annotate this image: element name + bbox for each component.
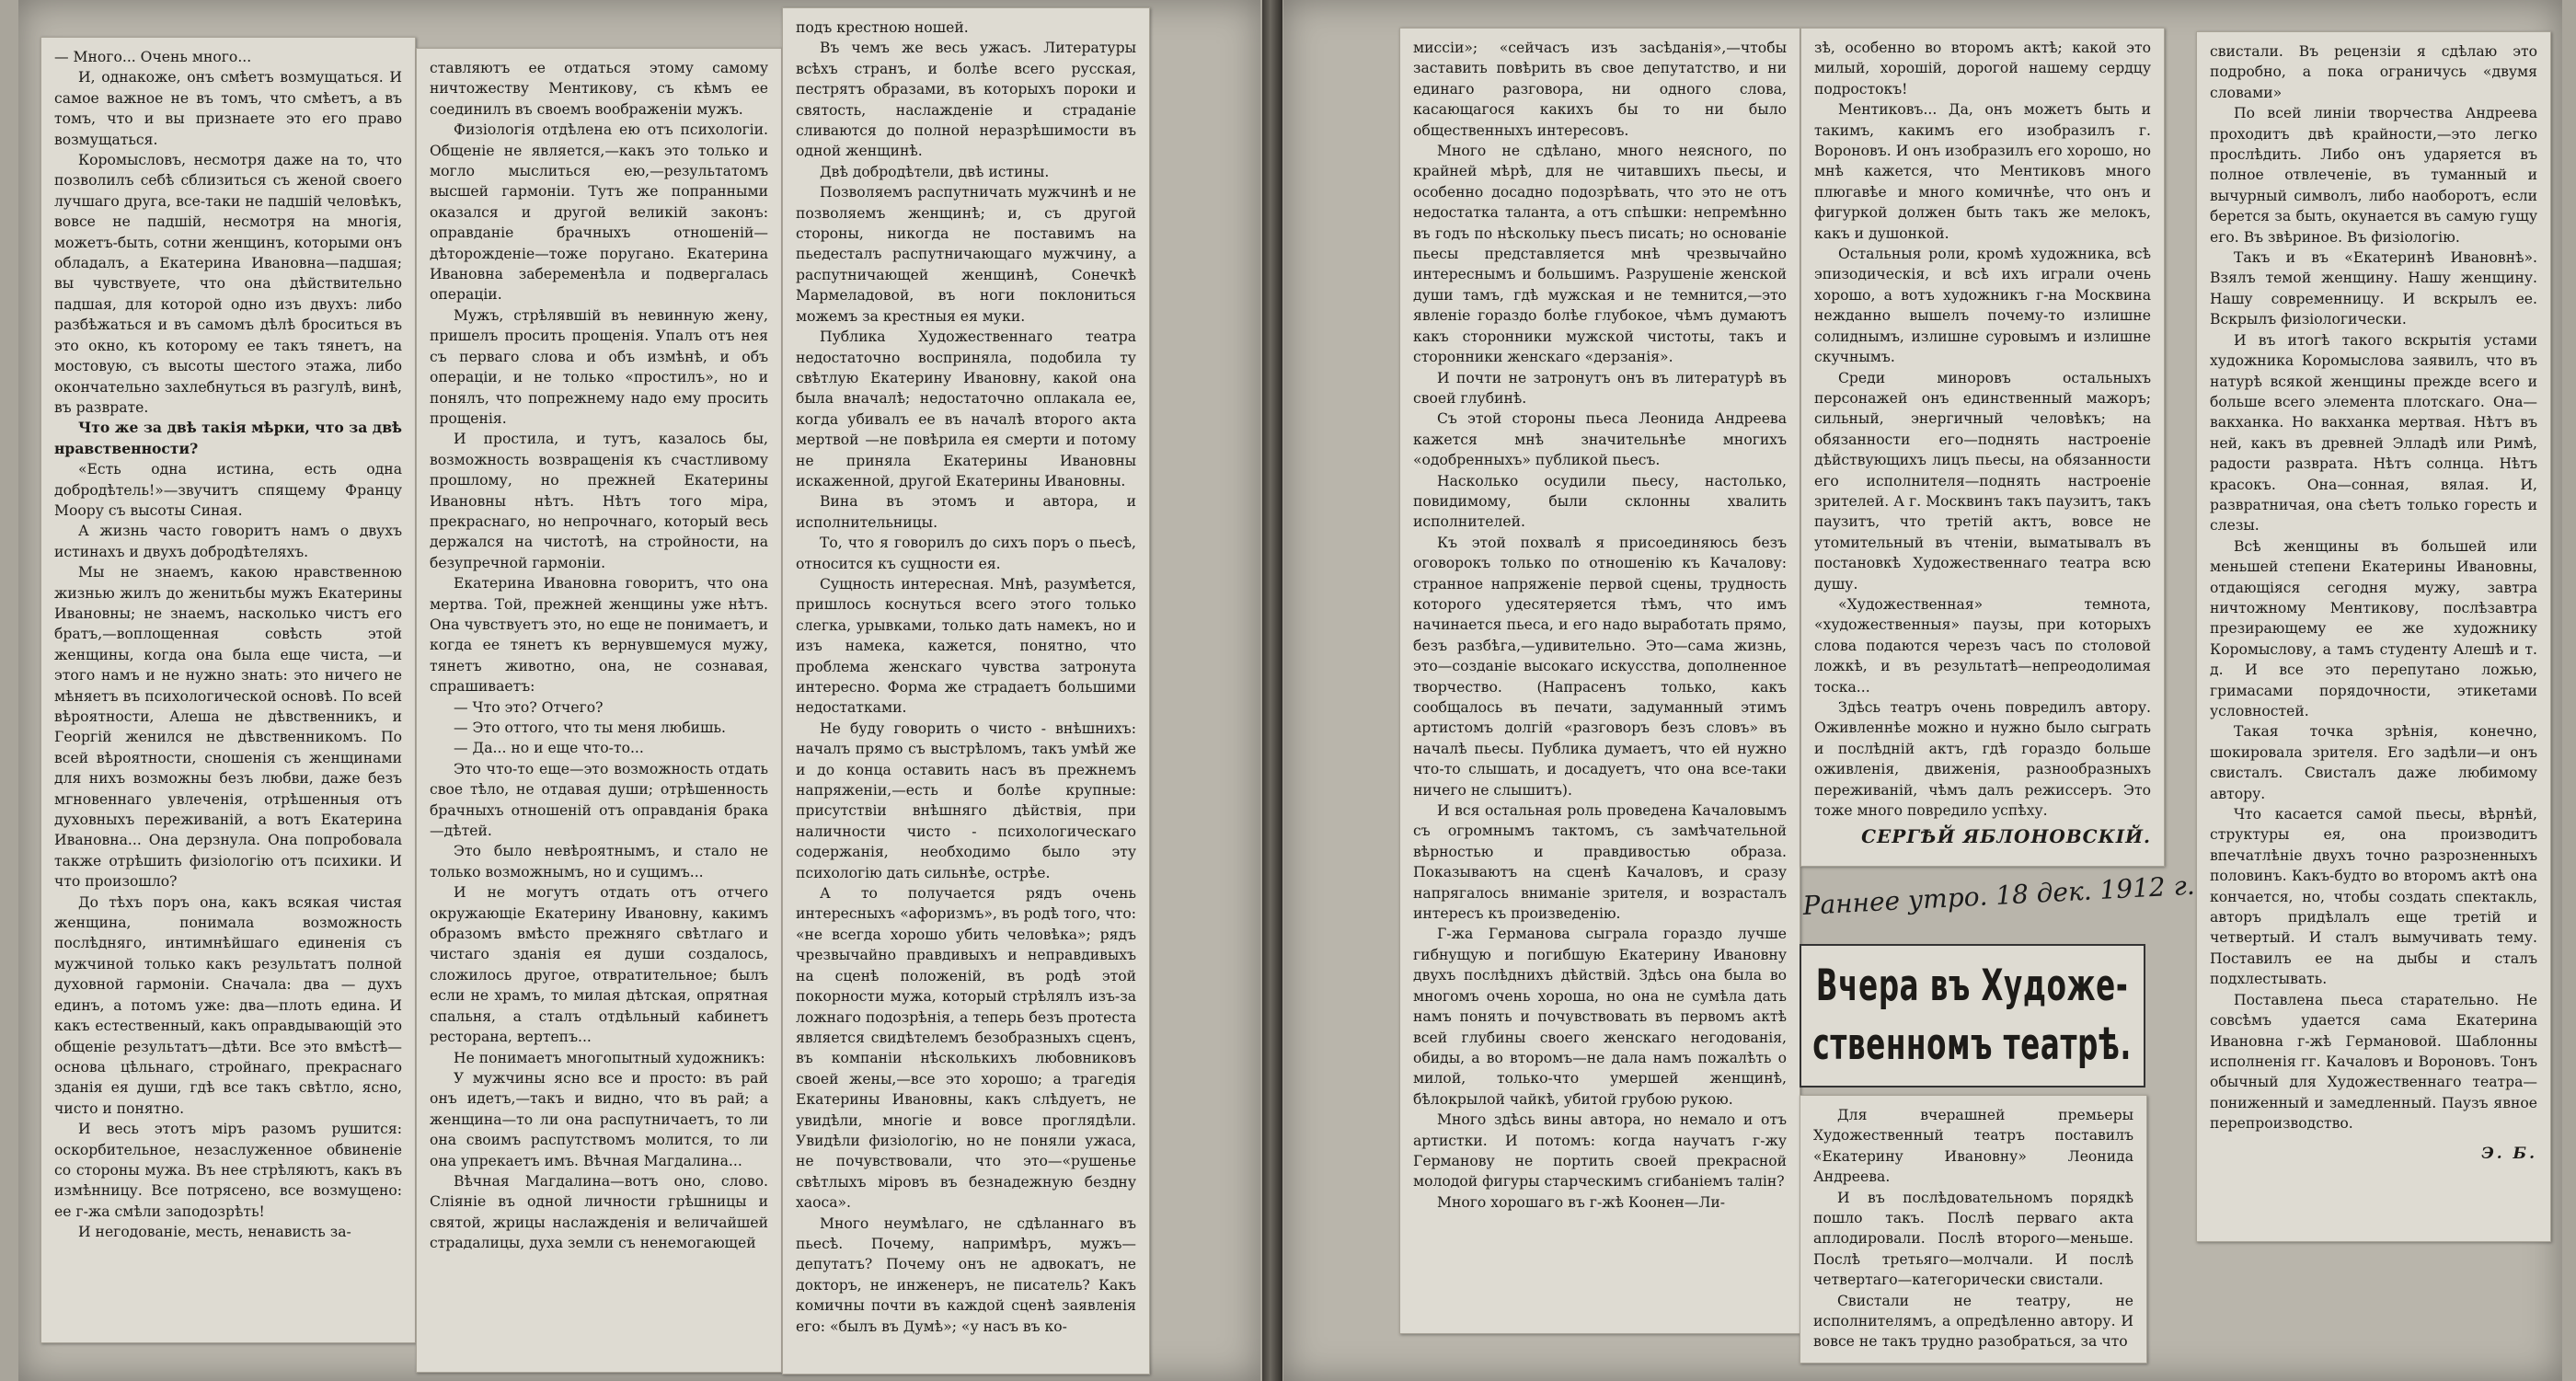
headline-line1: Вчера въ Художе-: [1816, 961, 2129, 1011]
col2-p1: Физіологія отдѣлена ею отъ психологіи. Общеніе не является,—какъ это только и могло мыслиться ею,—результатомъ высшей гармоніи. Тутъ же попранными оказался и другой великій законъ: оправданіе брачныхъ отношеній—дѣторожденіе—тоже поругано. Екатерина Ивановна забеременѣла и подвергалась операціи.: [430, 121, 768, 304]
col3-p7: Сущность интересная. Мнѣ, разумѣется, пришлось коснуться всего этого только слегка, урывками, только дать намекъ, но и изъ намека, кажется, понятно, что проблема женскаго чувства затронута интересно. Форма же страдаетъ большими недостатками.: [796, 575, 1136, 717]
col6-p2: Такъ и въ «Екатеринѣ Ивановнѣ». Взялъ темой женщину. Нашу женщину. Нашу современницу. И вскрылъ ее. Вскрылъ физіологически.: [2210, 249, 2537, 328]
col6-p5: Такая точка зрѣнія, конечно, шокировала зрителя. Его задѣли—и онъ свисталъ. Свисталъ даже любимому автору.: [2210, 723, 2537, 802]
col3-p3: Позволяемъ распутничать мужчинѣ и не позволяемъ женщинѣ; и, съ другой стороны, никогда не поставимъ на пьедесталъ распутничающаго мужчину, а распутничающей женщинѣ, Сонечкѣ Мармеладовой, въ ноги поклониться можемъ за крестныя ея муки.: [796, 184, 1136, 325]
col5-p3: Среди миноровъ остальныхъ персонажей онъ единственный мажоръ; сильный, энергичный человѣкъ; на обязанности его—поднять настроеніе дѣйствующихъ лицъ пьесы, на обязанности его исполнителя—поднять настроеніе зрителей. А г. Москвинъ такъ паузитъ, такъ паузитъ, что третій актъ, вовсе не утомительный въ чтеніи, выматывалъ въ постановкѣ Художественнаго театра всю душу.: [1814, 369, 2151, 593]
col3-p5: Вина въ этомъ и автора, и исполнительницы.: [796, 493, 1136, 531]
col4-p3: Съ этой стороны пьеса Леонида Андреева кажется мнѣ значительнѣе многихъ «одобренныхъ» публикой пьесъ.: [1413, 410, 1787, 469]
col3-p2: Двѣ добродѣтели, двѣ истины.: [820, 163, 1050, 180]
col2-p5: — Что это? Отчего?: [454, 698, 604, 716]
col3-p10: Много неумѣлаго, не сдѣланнаго въ пьесѣ. Почему, напримѣръ, мужъ—депутатъ? Почему онъ не адвокатъ, не докторъ, не инженеръ, не писатель? Какъ комичны почти въ каждой сценѣ заявленія его: «былъ въ Думѣ»; «у насъ въ ко-: [796, 1214, 1136, 1335]
clipping-col5b: [1800, 1095, 2147, 1364]
col2-p0: ставляютъ ее отдаться этому самому ничтожеству Ментикову, съ кѣмъ ее соединилъ въ своемъ воображеніи мужъ.: [430, 60, 768, 118]
col2-p10: И не могутъ отдать отъ отчего окружающіе Екатерину Ивановну, какимъ образомъ вмѣсто прежняго свѣтлаго и чистаго зданія ея души создалось, сложилось другое, отвратительное; былъ если не храмъ, то милая дѣтская, опрятная спальня, а сталъ отдѣльный кабинетъ ресторана, вертепъ...: [430, 884, 768, 1046]
col2-p4: Екатерина Ивановна говоритъ, что она мертва. Той, прежней женщины уже нѣтъ. Она чувствуетъ это, но еще не понимаетъ, и когда ее тянетъ къ вернувшемуся мужу, тянетъ животно, она, не сознавая, спрашиваетъ:: [430, 575, 768, 696]
col4-p6: И вся остальная роль проведена Качаловымъ съ огромнымъ тактомъ, съ замѣчательной вѣрностью и правдивостью образа. Показываютъ на сценѣ Качаловъ, и сразу напрягалось вниманіе зрителя, и возрасталъ интересъ къ произведенію.: [1413, 802, 1787, 923]
col5-p4: «Художественная» темнота, «художественныя» паузы, при которыхъ слова подаются черезъ часъ по столовой ложкѣ, и въ результатѣ—непреодолимая тоска...: [1814, 595, 2151, 696]
clipping-col5: [1800, 28, 2165, 867]
col6-p4: Всѣ женщины въ большей или меньшей степени Екатерины Ивановны, отдающіяся сегодня мужу, завтра ничтожному Ментикову, послѣзавтра презирающему ее же художнику Коромыслову, а тамъ студенту Алешѣ и т. д. И все это перепутано ложью, гримасами порядочности, этикетами условностей.: [2210, 537, 2537, 719]
col6-p3: И въ итогѣ такого вскрытія устами художника Коромыслова заявилъ, что въ натурѣ всякой женщины прежде всего и больше всего элемента плотскаго. Она—вакханка. Но вакханка мертвая. Нѣтъ въ ней, какъ въ древней Элладѣ или Римѣ, радости разврата. Нѣтъ солнца. Нѣтъ красокъ. Она—сонная, вялая. И, развратничая, она сѣетъ только горесть и слезы.: [2210, 331, 2537, 535]
col5-p5: Здѣсь театръ очень повредилъ автору. Оживленнѣе можно и нужно было сыграть и послѣдній актъ, гдѣ гораздо больше оживленія, движенія, разнообразныхъ переживаній, чѣмъ далъ режиссеръ. Это тоже много повредило успѣху.: [1814, 699, 2151, 820]
reviewer-initials: Э. Б.: [2481, 1144, 2537, 1163]
col1-p0: — Много... Очень много...: [54, 49, 252, 65]
clipping-col6: [2196, 31, 2551, 1242]
col4-p4: Насколько осудили пьесу, настолько, повидимому, были склонны хвалить исполнителей.: [1413, 472, 1787, 531]
col1-p7: До тѣхъ поръ она, какъ всякая чистая женщина, понимала возможность послѣдняго, интимнѣйшаго единенія съ мужчиной только какъ результатъ полной духовной гармоніи. Сначала: два — духъ единъ, а потомъ уже: два—плоть едина. И какъ естественный, какъ оправдывающій это общеніе результатъ—дѣти. Все это вмѣстѣ—основа цѣльнаго, стройнаго, прекраснаго зданія ея души, гдѣ все такъ свѣтло, ясно, чисто и понятно.: [54, 893, 402, 1117]
col1-p3: Что же за двѣ такія мѣрки, что за двѣ нравственности?: [54, 419, 402, 457]
book-gutter: [1262, 0, 1282, 1381]
col6-p7: Поставлена пьеса старательно. Не совсѣмъ удается сама Екатерина Ивановна г-жѣ Германовой. Шаблонны исполненія гг. Качаловъ и Вороновъ. Тонъ обычный для Художественнаго театра—пониженный и замедленный. Паузъ явное перепроизводство.: [2210, 991, 2537, 1133]
clipping-col3: [782, 7, 1150, 1375]
col3-p9: А то получается рядъ очень интересныхъ «афоризмъ», въ родѣ того, что: «не всегда хорошо убить человѣка»; рядъ чрезвычайно правдивыхъ и неправдивыхъ на сценѣ положеній, въ родѣ этой покорности мужа, который стрѣлялъ изъ-за ложнаго подозрѣнія, а теперь безъ протеста является свидѣтелемъ безобразныхъ сценъ, въ компаніи нѣсколькихъ любовниковъ своей жены,—все это хорошо; а трагедія Екатерины Ивановны, какъ слѣдуетъ, не увидѣли, многіе и вовсе проглядѣли. Увидѣли физіологію, но не поняли ужаса, не почувствовали, что это—«рушенье свѣтлыхъ міровъ въ безнадежную бездну хаоса».: [796, 885, 1136, 1212]
col1-p6: Мы не знаемъ, какою нравственною жизнью жилъ до женитьбы мужъ Екатерины Ивановны; не знаемъ, насколько чистъ его братъ,—воплощенная совѣсть этой женщины, когда она была еще чиста, —и этого намъ и не нужно знать: это ничего не мѣняетъ въ психологической основѣ. По всей вѣроятности, Алеша не дѣвственникъ, и Георгій женился не дѣвственникомъ. По всей вѣроятности, сношенія съ женщинами для нихъ возможны безъ любви, даже безъ мгновеннаго увлеченія, отрѣшенныя отъ духовныхъ переживаній, а вотъ Екатерина Ивановна... Она дерзнула. Она попробовала также отрѣшить физіологію отъ психики. И что произошло?: [54, 564, 402, 891]
col2-p11: Не понимаетъ многопытный художникъ:: [454, 1049, 765, 1066]
article-headline: [1800, 944, 2145, 1088]
col4-p8: Много здѣсь вины автора, но немало и отъ артистки. И потомъ: когда научатъ г-жу Германову не портить своей прекрасной молодой фигуры старческимъ сгибаніемъ талін?: [1413, 1111, 1787, 1191]
col4-p9: Много хорошаго въ г-жѣ Коонен—Ли-: [1437, 1193, 1726, 1211]
col5-p0: зѣ, особенно во второмъ актѣ; какой это милый, хорошій, дорогой нашему сердцу подростокъ!: [1814, 40, 2151, 98]
author-signature: СЕРГѢЙ ЯБЛОНОВСКІЙ.: [1861, 825, 2151, 848]
col1-p2: Коромысловъ, несмотря даже на то, что позволилъ себѣ сблизиться съ женой своего лучшаго друга, все-таки не падшій человѣкъ, вовсе не падшій, несмотря на многія, можетъ-быть, сотни женщинъ, которыми онъ обладалъ, а Екатерина Ивановна—падшая; вы чувствуете, что она дѣйствительно падшая, для которой одно изъ двухъ: либо разбѣжаться и въ самомъ дѣлѣ броситься въ это окно, къ которому ее такъ тянетъ, на мостовую, съ высоты шестого этажа, либо окончательно захлебнуться въ разгулѣ, винѣ, въ разврате.: [54, 152, 402, 416]
handwritten-date-note: Раннее утро. 18 дек. 1912 г.: [1801, 869, 2196, 921]
col1-p4: «Есть одна истина, есть одна добродѣтель!»—звучитъ спящему Францу Моору съ высоты Синая.: [54, 461, 402, 519]
clipping-col4: [1399, 28, 1800, 1334]
col5b-p0: Для вчерашней премьеры Художественный театръ поставилъ «Екатерину Ивановну» Леонида Андреева.: [1813, 1107, 2133, 1186]
clipping-col1: [40, 37, 416, 1343]
col2-p8: Это что-то еще—это возможность отдать свое тѣло, не отдавая души; отрѣшенность брачныхъ отношеній отъ оправданія брака—дѣтей.: [430, 760, 768, 840]
col6-p0: свистали. Въ рецензіи я сдѣлаю это подробно, а пока ограничусь «двумя словами»: [2210, 43, 2537, 101]
col2-p12: У мужчины ясно все и просто: въ рай онъ идетъ,—такъ и видно, что въ рай; а женщина—то ли она распутничаетъ, то ли она своимъ распутствомъ молится, то ли она упрекаетъ имъ. Вѣчная Магдалина...: [430, 1069, 768, 1169]
right-page: [1283, 0, 2562, 1381]
col4-p0: миссіи»; «сейчасъ изъ засѣданія»,—чтобы заставить повѣрить въ свое депутатство, и ни единаго разговора, ни одного слова, касающагося какихъ бы то ни было общественныхъ интересовъ.: [1413, 40, 1787, 139]
headline-line2: ственномъ театрѣ.: [1812, 1019, 2133, 1070]
col3-p0: подъ крестною ношей.: [796, 19, 969, 36]
col3-p6: То, что я говорилъ до сихъ поръ о пьесѣ, относится къ сущности ея.: [796, 535, 1136, 572]
col3-p1: Въ чемъ же весь ужасъ. Литературы всѣхъ странъ, и болѣе всего русская, пестрятъ образами, въ которыхъ пороки и святость, наслажденіе и страданіе сливаются до полной неразрѣшимости въ одной женщинѣ.: [796, 40, 1136, 160]
col2-p3: И простила, и тутъ, казалось бы, возможность возвращенія къ счастливому прошлому, но прежней Екатерины Ивановны нѣтъ. Нѣтъ того міра, прекраснаго, но непрочнаго, который весь держался на чистотѣ, на стройности, на безупречной гармоніи.: [430, 431, 768, 571]
col2-p6: — Это оттого, что ты меня любишь.: [454, 719, 726, 736]
col5b-p1: И въ послѣдовательномъ порядкѣ пошло такъ. Послѣ перваго акта аплодировали. Послѣ второго—меньше. Послѣ третьяго—молчали. И послѣ четвертаго—категорически свистали.: [1813, 1189, 2133, 1289]
col2-p2: Мужъ, стрѣлявшій въ невинную жену, пришелъ просить прощенія. Упалъ отъ нея съ перваго слова и объ измѣнѣ, и объ операціи, и не только «простилъ», но и понялъ, что попрежнему надо ему просить прощенія.: [430, 306, 768, 427]
left-page: [18, 0, 1260, 1381]
col5-p1: Ментиковъ... Да, онъ можетъ быть и такимъ, какимъ его изобразилъ г. Вороновъ. И онъ изобразилъ его хорошо, но мнѣ кажется, что Ментиковъ много плюгавѣе и много комичнѣе, что онъ и фигуркой должен быть такъ же мелокъ, какъ и душонкой.: [1814, 101, 2151, 242]
col1-p5: А жизнь часто говоритъ намъ о двухъ истинахъ и двухъ добродѣтеляхъ.: [54, 523, 402, 560]
col4-p2: И почти не затронутъ онъ въ литературѣ въ своей глубинѣ.: [1413, 369, 1787, 407]
col3-p4: Публика Художественнаго театра недостаточно восприняла, подобила ту свѣтлую Екатерину Ивановну, какой она была вначалѣ; недостаточно оплакала ее, когда убивалъ ее въ началѣ второго акта мертвой —не повѣрила ея смерти и потому не приняла Екатерины Ивановны искаженной, другой Екатерины Ивановны.: [796, 328, 1136, 489]
col5-p2: Остальныя роли, кромѣ художника, всѣ эпизодическія, и всѣ ихъ играли очень хорошо, а вотъ художникъ г-на Москвина нежданно вышелъ почему-то излишне солиднымъ, излишне суровымъ и излишне скучнымъ.: [1814, 246, 2151, 366]
col1-p8: И весь этотъ міръ разомъ рушится: оскорбительное, незаслуженное обвиненіе со стороны мужа. Въ нее стрѣляютъ, какъ въ измѣнницу. Все потрясено, все возмущено: ее г-жа смѣли заподозрѣть!: [54, 1121, 402, 1220]
clipping-col2: [416, 48, 782, 1373]
col5b-p2: Свистали не театру, не исполнителямъ, а опредѣленно автору. И вовсе не такъ трудно разобраться, за что: [1813, 1292, 2133, 1351]
col4-p7: Г-жа Германова сыграла гораздо лучше гибнущую и погибшую Екатерину Ивановну двухъ послѣднихъ дѣйствій. Здѣсь она была во многомъ очень хороша, но она не сумѣла дать намъ понять и почувствовать въ первомъ актѣ всей глубины своего женскаго негодованія, обиды, а во второмъ—не дала намъ пожалѣть о милой, только-что умершей женщинѣ, бѣлокрылой чайкѣ, убитой грубою рукою.: [1413, 926, 1787, 1108]
col1-p1: И, однакоже, онъ смѣетъ возмущаться. И самое важное не въ томъ, что смѣетъ, а въ томъ, что и вы признаете это его право возмущаться.: [54, 69, 402, 148]
col2-p9: Это было невѣроятнымъ, и стало не только возможнымъ, но и сущимъ...: [430, 843, 768, 880]
col3-p8: Не буду говорить о чисто - внѣшнихъ: началъ прямо съ выстрѣломъ, такъ умѣй же и до конца оставить насъ въ прежнемъ напряженіи,—есть и болѣе крупные: присутствіи внѣшняго дѣйствія, при наличности чисто - психологическаго содержанія, необходимо было эту психологію дать сильнѣе, острѣе.: [796, 719, 1136, 881]
col1-p9: И негодованіе, месть, ненависть за-: [78, 1224, 351, 1241]
col4-p1: Много не сдѣлано, много неясного, по крайней мѣрѣ, для не читавшихъ пьесы, и особенно досадно подозрѣвать, что это не отъ недостатка таланта, а отъ спѣшки: непремѣнно въ годъ по нѣскольку пьесъ писать; но основаніе пьесы представляется мнѣ чрезвычайно интереснымъ и большимъ. Разрушеніе женской души тамъ, гдѣ мужская и не темнится,—это явленіе гораздо болѣе глубокое, чѣмъ думаютъ какъ сторонники мужской чистоты, такъ и сторонники женскаго «дерзанія».: [1413, 143, 1787, 366]
col2-p7: — Да... но и еще что-то...: [454, 740, 644, 757]
col2-p13: Вѣчная Магдалина—вотъ оно, слово. Сліяніе въ одной личности грѣшницы и святой, жрицы наслажденія и величайшей страдалицы, духа земли съ ненемогающей: [430, 1172, 768, 1252]
col4-p5: Къ этой похвалѣ я присоединяюсь безъ оговорокъ только по отношенію къ Качалову: странное напряженіе первой сцены, трудность которого удесятеряется тѣмъ, что имъ начинается пьеса, и его надо выработать прямо, безъ разбѣга,—удивительно. Это—сама жизнь, это—созданіе высокаго искусства, дополненное творчество. (Напрасенъ только, какъ сообщалось въ печати, задуманный этимъ артистомъ долгій «разговоръ безъ словъ» въ началѣ пьесы. Публика думаетъ, что ей нужно что-то слышать, и досадуетъ, что она все-таки ничего не слышитъ).: [1413, 534, 1787, 799]
col6-p6: Что касается самой пьесы, вѣрнѣй, структуры ея, она производитъ впечатлѣніе двухъ точно разрозненныхъ половинъ. Какъ-будто во второмъ актѣ она кончается, но, чтобы создать спектакль, авторъ придѣлалъ еще третій и четвертый. И сталъ вымучивать тему. Поставилъ ее на дыбы и сталъ подхлестывать.: [2210, 806, 2537, 988]
col6-p1: По всей линіи творчества Андреева проходитъ двѣ крайности,—это легко прослѣдить. Либо онъ ударяется въ полное отвлеченіе, въ туманный и вычурный символъ, либо наоборотъ, если берется за быть, окунается въ самую гущу его. Въ звѣриное. Въ физіологію.: [2210, 105, 2537, 246]
